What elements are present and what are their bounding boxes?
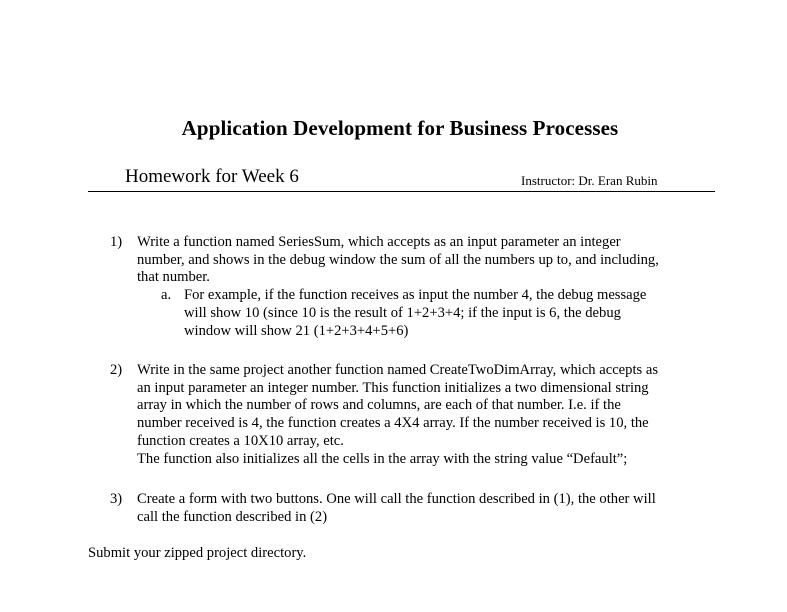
question-number: 1) bbox=[110, 234, 123, 250]
question-body bbox=[137, 362, 720, 468]
question-number: 3) bbox=[110, 491, 123, 507]
instructor-label: Instructor: Dr. Eran Rubin bbox=[521, 173, 658, 188]
question-body bbox=[137, 234, 720, 340]
question-line: array in which the number of rows and columns, are each of that number. I.e. if the bbox=[137, 397, 621, 414]
question-number: 2) bbox=[110, 362, 123, 378]
question-line: call the function described in (2) bbox=[137, 508, 328, 525]
question-line: that number. bbox=[137, 269, 210, 286]
homework-title: Homework for Week 6 bbox=[125, 166, 299, 187]
sub-item-line: For example, if the function receives as input the number 4, the debug message bbox=[184, 287, 647, 304]
question-line: Write in the same project another function named CreateTwoDimArray, which accepts as bbox=[137, 362, 658, 378]
question-1 bbox=[110, 234, 720, 340]
question-line: an input parameter an integer number. This function initializes a two dimensional string bbox=[137, 379, 649, 396]
question-line: Write a function named SeriesSum, which accepts as an input parameter an integer bbox=[137, 234, 621, 250]
question-line: number received is 4, the function creates a 4X4 array. If the number received is 10, the bbox=[137, 415, 649, 432]
sub-item-a bbox=[161, 287, 720, 340]
sub-item-line: will show 10 (since 10 is the result of 1+2+3+4; if the input is 6, the debug bbox=[184, 304, 621, 321]
document-title: Application Development for Business Processes bbox=[181, 116, 619, 140]
sub-item-number: a. bbox=[161, 287, 172, 304]
question-line: number, and shows in the debug window the sum of all the numbers up to, and including, bbox=[137, 251, 659, 268]
question-line: The function also initializes all the cells in the array with the string value “Default”; bbox=[137, 450, 628, 467]
subheader bbox=[88, 165, 715, 192]
sub-item-line: window will show 21 (1+2+3+4+5+6) bbox=[184, 322, 409, 339]
question-body bbox=[137, 491, 720, 526]
question-3 bbox=[110, 491, 720, 526]
submit-instruction: Submit your zipped project directory. bbox=[88, 545, 307, 561]
question-line: function creates a 10X10 array, etc. bbox=[137, 432, 344, 449]
question-2 bbox=[110, 362, 720, 468]
question-line: Create a form with two buttons. One will call the function described in (1), the other will bbox=[137, 491, 656, 507]
